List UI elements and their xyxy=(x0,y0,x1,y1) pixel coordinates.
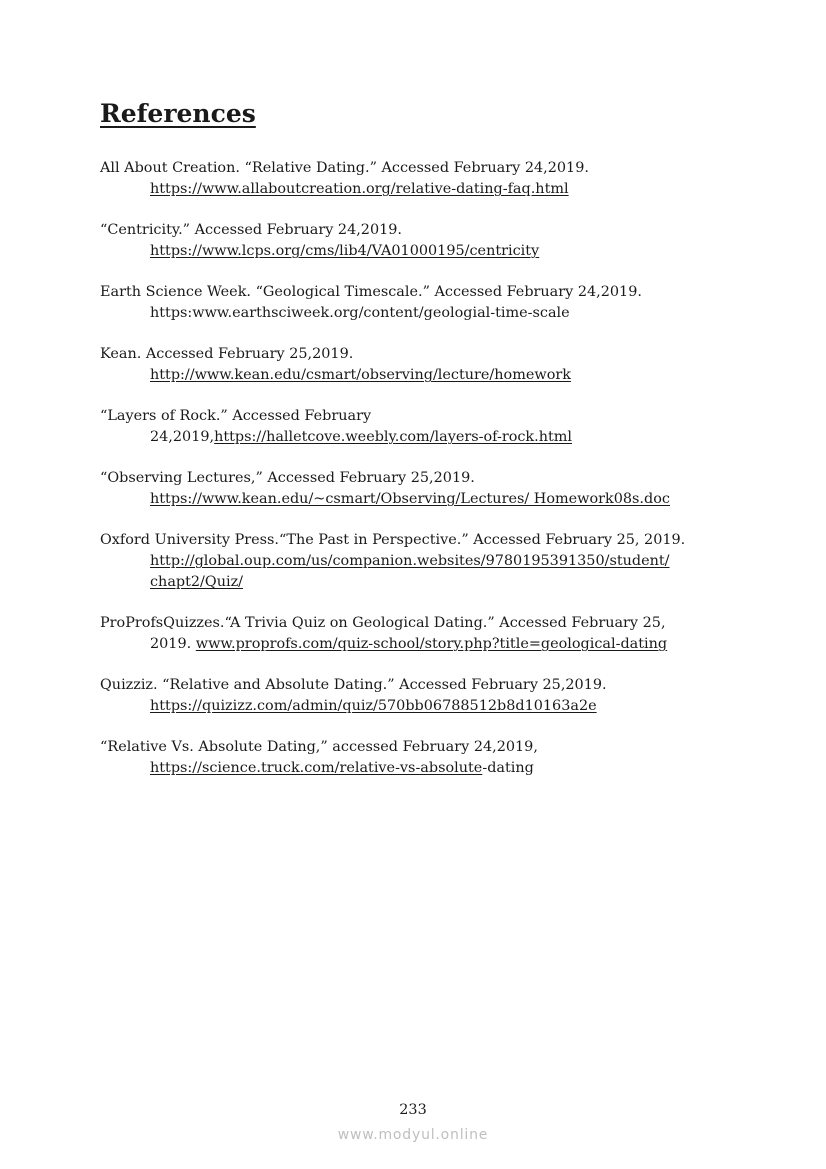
reference-citation: Earth Science Week. “Geological Timescale.” Accessed February 24,2019. xyxy=(100,284,642,300)
reference-link[interactable]: http://global.oup.com/us/companion.websites/9780195391350/student/ xyxy=(150,553,670,569)
reference-entry xyxy=(100,282,730,324)
reference-link[interactable]: www.proprofs.com/quiz-school/story.php?title=geological-dating xyxy=(195,636,668,652)
reference-link[interactable]: https://halletcove.weebly.com/layers-of-rock.html xyxy=(214,429,573,445)
page-number: 233 xyxy=(399,1102,427,1118)
reference-citation: “Layers of Rock.” Accessed February xyxy=(100,408,372,424)
reference-link[interactable]: https://www.kean.edu/~csmart/Observing/Lectures/ Homework08s.doc xyxy=(150,491,670,507)
watermark: www.modyul.online xyxy=(337,1127,489,1143)
reference-link-continued[interactable]: chapt2/Quiz/ xyxy=(150,574,244,590)
reference-entry xyxy=(100,468,730,510)
reference-entry xyxy=(100,406,730,448)
reference-citation: “Centricity.” Accessed February 24,2019. xyxy=(100,222,403,238)
reference-entry xyxy=(100,158,730,200)
reference-link[interactable]: https://science.truck.com/relative-vs-absolute xyxy=(150,760,483,776)
references-heading: References xyxy=(100,99,256,128)
reference-entry xyxy=(100,220,730,262)
reference-citation: Kean. Accessed February 25,2019. xyxy=(100,346,354,362)
reference-url-tail: -dating xyxy=(482,760,534,776)
reference-citation: All About Creation. “Relative Dating.” Accessed February 24,2019. xyxy=(100,160,589,176)
reference-link[interactable]: https://www.lcps.org/cms/lib4/VA01000195/centricity xyxy=(150,243,540,259)
reference-link[interactable]: https://www.allaboutcreation.org/relative-dating-faq.html xyxy=(150,181,569,197)
reference-citation: “Relative Vs. Absolute Dating,” accessed February 24,2019, xyxy=(100,739,538,755)
reference-entry xyxy=(100,530,730,593)
reference-date: 2019. xyxy=(150,636,192,652)
reference-link[interactable]: http://www.kean.edu/csmart/observing/lecture/homework xyxy=(150,367,571,383)
reference-entry xyxy=(100,737,730,779)
reference-citation: ProProfsQuizzes.“A Trivia Quiz on Geological Dating.” Accessed February 25, xyxy=(100,615,666,631)
reference-date: 24,2019, xyxy=(150,429,215,445)
reference-entry xyxy=(100,344,730,386)
reference-link[interactable]: https://quizizz.com/admin/quiz/570bb06788512b8d10163a2e xyxy=(150,698,597,714)
reference-entry xyxy=(100,613,730,655)
reference-citation: “Observing Lectures,” Accessed February 25,2019. xyxy=(100,470,475,486)
reference-url-text: https:www.earthsciweek.org/content/geologial-time-scale xyxy=(150,305,570,321)
reference-entry xyxy=(100,675,730,717)
reference-citation: Oxford University Press.“The Past in Perspective.” Accessed February 25, 2019. xyxy=(100,532,686,548)
reference-citation: Quizziz. “Relative and Absolute Dating.” Accessed February 25,2019. xyxy=(100,677,607,693)
